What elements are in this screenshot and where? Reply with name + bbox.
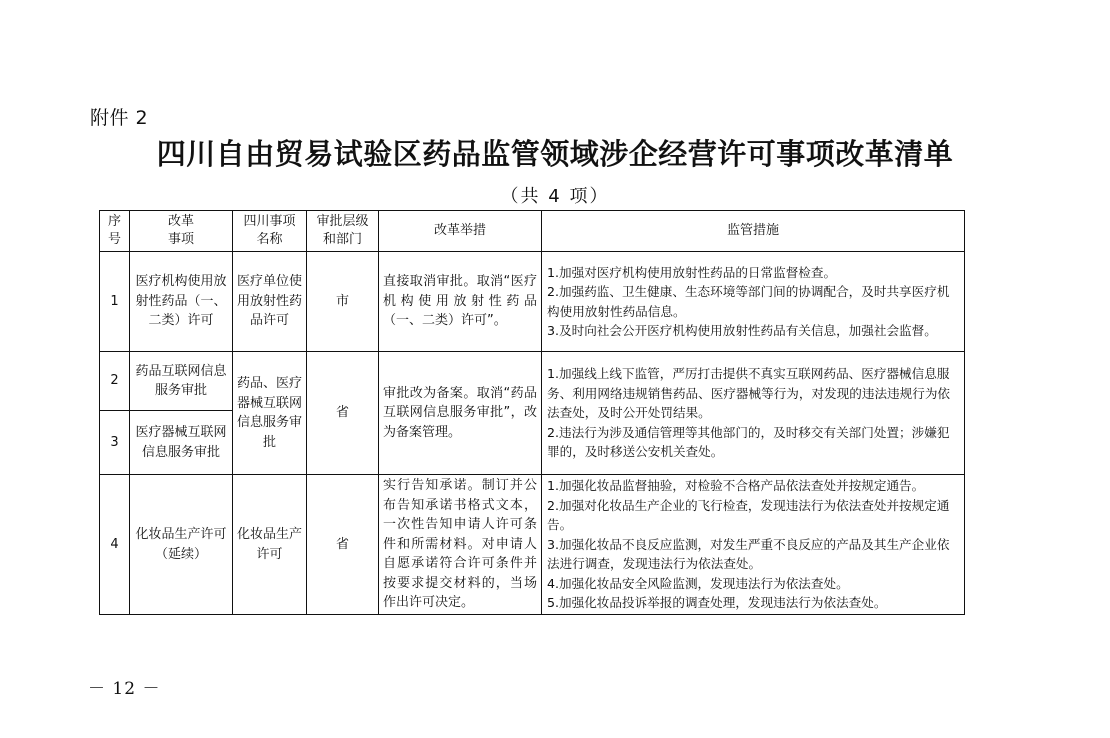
table-row: [100, 475, 965, 615]
page-number: － 12 －: [88, 679, 161, 699]
row-measures: 审批改为备案。取消“药品互联网信息服务审批”，改为备案管理。: [379, 352, 542, 475]
row-reform-item: 医疗机构使用放射性药品（一、二类）许可: [130, 252, 233, 352]
row-reform-item: 医疗器械互联网信息服务审批: [130, 411, 233, 475]
row-level: 省: [307, 475, 379, 615]
header-reform-item: 改革 事项: [130, 211, 233, 252]
row-seq: 2: [100, 352, 130, 411]
row-measures: 直接取消审批。取消“医疗机构使用放射性药品（一、二类）许可”。: [379, 252, 542, 352]
supervision-item: 1.加强线上线下监管，严厉打击提供不真实互联网药品、医疗器械信息服务、利用网络违规销售药品、医疗器械等行为，对发现的违法违规行为依法查处，及时公开处罚结果。: [547, 366, 950, 421]
header-sichuan-name: 四川事项 名称: [233, 211, 307, 252]
row-reform-item: 化妆品生产许可（延续）: [130, 475, 233, 615]
row-measures: 实行告知承诺。制订并公布告知承诺书格式文本，一次性告知申请人许可条件和所需材料。对申请人自愿承诺符合许可条件并按要求提交材料的，当场作出许可决定。: [379, 475, 542, 615]
document-subtitle: （共 4 项）: [500, 186, 610, 207]
row-sichuan-name: 化妆品生产许可: [233, 475, 307, 615]
row-level: 市: [307, 252, 379, 352]
table-header-row: [100, 211, 965, 252]
row-level: 省: [307, 352, 379, 475]
row-reform-item: 药品互联网信息服务审批: [130, 352, 233, 411]
row-seq: 1: [100, 252, 130, 352]
row-supervision: [542, 352, 965, 475]
supervision-item: 1.加强对医疗机构使用放射性药品的日常监督检查。: [547, 264, 837, 280]
header-supervision: 监管措施: [542, 211, 965, 252]
row-seq: 3: [100, 411, 130, 475]
header-level: 审批层级 和部门: [307, 211, 379, 252]
supervision-item: 3.加强化妆品不良反应监测，对发生严重不良反应的产品及其生产企业依法进行调查，发现违法行为依法查处。: [547, 536, 950, 572]
row-supervision: [542, 252, 965, 352]
row-sichuan-name: 药品、医疗器械互联网信息服务审批: [233, 352, 307, 475]
supervision-item: 2.加强药监、卫生健康、生态环境等部门间的协调配合，及时共享医疗机构使用放射性药品信息。: [547, 284, 950, 319]
row-seq: 4: [100, 475, 130, 615]
row-supervision: [542, 475, 965, 615]
table-row: [100, 352, 965, 411]
reform-list-table: [99, 210, 965, 615]
supervision-item: 1.加强化妆品监督抽验，对检验不合格产品依法查处并按规定通告。: [547, 478, 925, 494]
document-title: 四川自由贸易试验区药品监管领域涉企经营许可事项改革清单: [156, 137, 954, 171]
supervision-item: 4.加强化妆品安全风险监测，发现违法行为依法查处。: [547, 575, 849, 591]
table-row: [100, 252, 965, 352]
attachment-label: 附件 2: [90, 107, 149, 129]
supervision-item: 3.及时向社会公开医疗机构使用放射性药品有关信息，加强社会监督。: [547, 323, 937, 338]
row-sichuan-name: 医疗单位使用放射性药品许可: [233, 252, 307, 352]
header-measures: 改革举措: [379, 211, 542, 252]
supervision-item: 2.违法行为涉及通信管理等其他部门的，及时移交有关部门处置；涉嫌犯罪的，及时移送公安机关查处。: [547, 424, 950, 460]
supervision-item: 5.加强化妆品投诉举报的调查处理，发现违法行为依法查处。: [547, 595, 887, 611]
supervision-item: 2.加强对化妆品生产企业的飞行检查，发现违法行为依法查处并按规定通告。: [547, 497, 950, 533]
header-seq: 序 号: [100, 211, 130, 252]
